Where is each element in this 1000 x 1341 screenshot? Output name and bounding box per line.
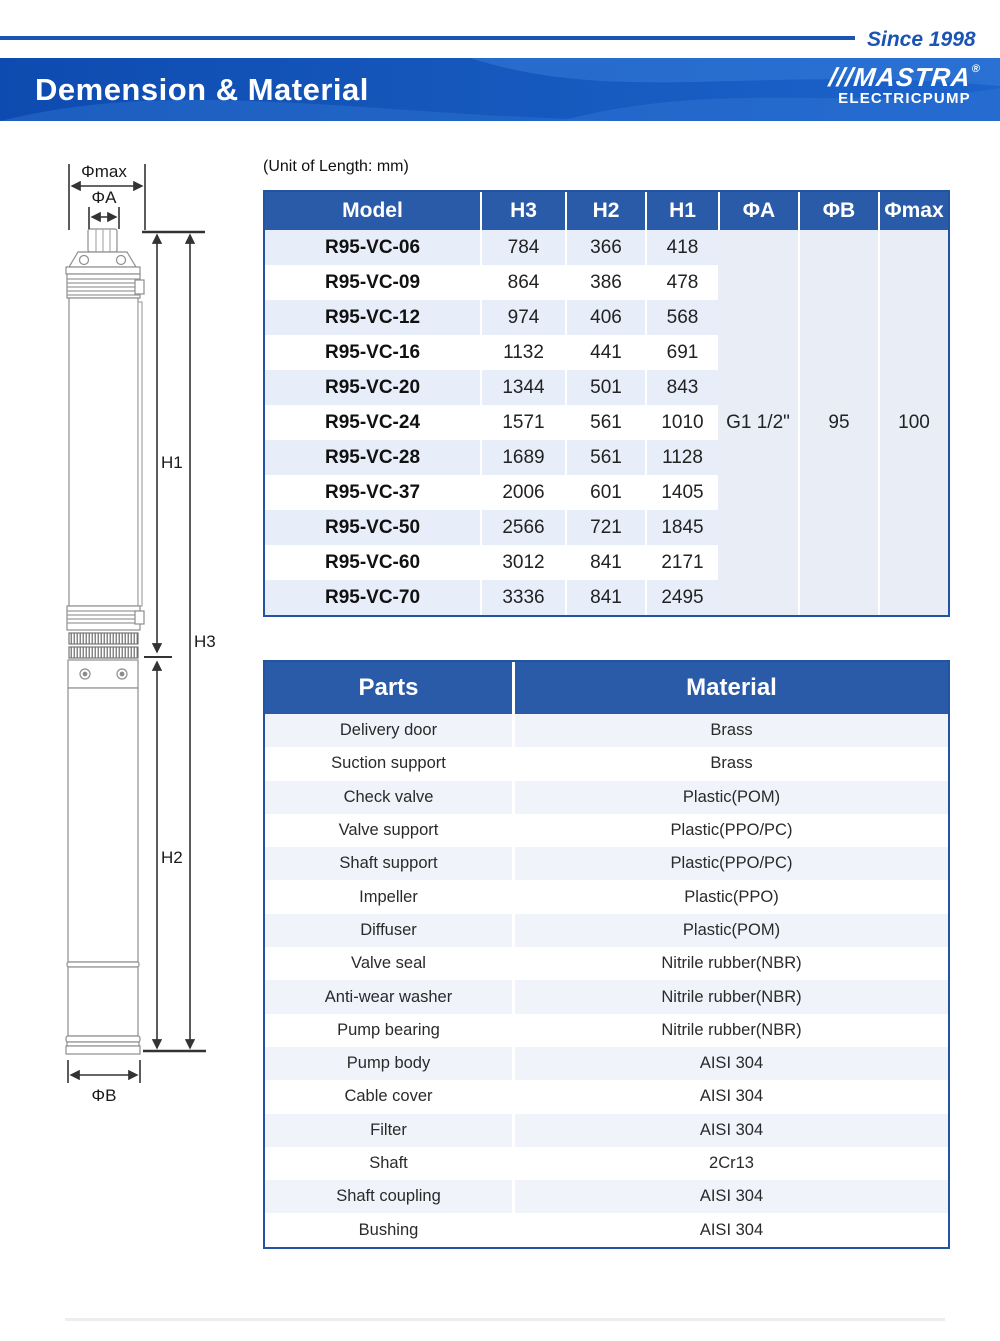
part-cell: Pump body [265, 1047, 515, 1080]
h3-cell: 784 [480, 230, 565, 265]
brand-subtitle: ELECTRICPUMP [838, 89, 971, 107]
material-cell: Plastic(PPO/PC) [670, 854, 793, 873]
table-row [265, 405, 718, 440]
table-row [265, 510, 718, 545]
material-cell: AISI 304 [699, 1187, 764, 1206]
model-cell: R95-VC-24 [324, 411, 421, 433]
registered-mark-icon: ® [971, 63, 982, 75]
h3-cell: 2006 [480, 475, 565, 510]
table-row [265, 914, 948, 947]
material-table-header [265, 662, 948, 714]
h2-cell: 441 [565, 335, 645, 370]
material-cell: Nitrile rubber(NBR) [661, 954, 802, 973]
material-cell: AISI 304 [699, 1054, 764, 1073]
h3-cell: 864 [480, 265, 565, 300]
h1-cell: 568 [645, 300, 718, 335]
table-row [265, 300, 718, 335]
h3-cell: 974 [480, 300, 565, 335]
table-row [265, 440, 718, 475]
table-row [265, 475, 718, 510]
table-row [265, 847, 948, 880]
part-cell: Valve support [265, 814, 515, 847]
table-row [265, 1147, 948, 1180]
h2-cell: 721 [565, 510, 645, 545]
brand-logo [829, 63, 980, 107]
h1-cell: 1845 [645, 510, 718, 545]
dimension-table-header [265, 192, 948, 230]
pump-outline-drawing [40, 150, 250, 1110]
h2-cell: 386 [565, 265, 645, 300]
material-cell: Plastic(POM) [682, 787, 781, 806]
model-cell: R95-VC-12 [324, 306, 421, 328]
model-cell: R95-VC-50 [324, 516, 421, 538]
dim-label-phia: ΦA [91, 188, 117, 207]
h1-cell: 2495 [645, 580, 718, 615]
table-row [265, 1180, 948, 1213]
column-header-model: Model [342, 199, 403, 222]
table-row [265, 880, 948, 913]
h1-cell: 1128 [645, 440, 718, 475]
table-row [265, 781, 948, 814]
model-cell: R95-VC-20 [324, 376, 421, 398]
pump-dimension-drawing [40, 150, 250, 1110]
part-cell: Filter [265, 1114, 515, 1147]
material-cell: AISI 304 [699, 1220, 764, 1239]
h1-cell: 418 [645, 230, 718, 265]
h2-cell: 366 [565, 230, 645, 265]
material-cell: Plastic(PPO) [684, 887, 779, 906]
part-cell: Anti-wear washer [265, 980, 515, 1013]
table-row [265, 714, 948, 747]
part-cell: Diffuser [265, 914, 515, 947]
material-cell: Nitrile rubber(NBR) [661, 987, 802, 1006]
h2-cell: 841 [565, 580, 645, 615]
model-cell: R95-VC-28 [324, 446, 421, 468]
h1-cell: 1010 [645, 405, 718, 440]
table-row [265, 580, 718, 615]
column-header-parts: Parts [265, 662, 515, 714]
model-cell: R95-VC-16 [324, 341, 421, 363]
material-cell: AISI 304 [699, 1120, 764, 1139]
table-row [265, 1014, 948, 1047]
material-cell: Plastic(POM) [682, 920, 781, 939]
dim-label-h3: H3 [194, 632, 216, 651]
brand-name: MASTRA [852, 62, 973, 92]
top-divider [0, 36, 855, 40]
h3-cell: 1571 [480, 405, 565, 440]
model-cell: R95-VC-60 [324, 551, 421, 573]
title-banner [0, 58, 1000, 121]
part-cell: Bushing [265, 1213, 515, 1246]
material-cell: Nitrile rubber(NBR) [661, 1020, 802, 1039]
table-row [265, 265, 718, 300]
column-header-phia: ΦA [718, 192, 798, 230]
part-cell: Check valve [265, 781, 515, 814]
model-cell: R95-VC-70 [324, 586, 421, 608]
table-row [265, 1047, 948, 1080]
table-row [265, 814, 948, 847]
dimension-table [263, 190, 950, 617]
part-cell: Shaft coupling [265, 1180, 515, 1213]
footer-divider [65, 1318, 945, 1321]
part-cell: Pump bearing [265, 1014, 515, 1047]
table-row [265, 1080, 948, 1113]
part-cell: Delivery door [265, 714, 515, 747]
column-header-h2: H2 [565, 192, 645, 230]
h3-cell: 3336 [480, 580, 565, 615]
table-row [265, 1213, 948, 1246]
h3-cell: 1344 [480, 370, 565, 405]
phia-merged-cell: G1 1/2" [726, 411, 790, 433]
since-label: Since 1998 [867, 28, 976, 51]
column-header-h3: H3 [480, 192, 565, 230]
merged-diameter-cells [718, 230, 948, 615]
h1-cell: 843 [645, 370, 718, 405]
table-row [265, 947, 948, 980]
h1-cell: 2171 [645, 545, 718, 580]
h3-cell: 1689 [480, 440, 565, 475]
part-cell: Impeller [265, 880, 515, 913]
h3-cell: 3012 [480, 545, 565, 580]
h2-cell: 406 [565, 300, 645, 335]
h3-cell: 2566 [480, 510, 565, 545]
dimension-table-body [265, 230, 948, 615]
model-cell: R95-VC-09 [324, 271, 421, 293]
dimension-rows [265, 230, 718, 615]
h1-cell: 691 [645, 335, 718, 370]
material-cell: Brass [710, 754, 753, 773]
h1-cell: 478 [645, 265, 718, 300]
part-cell: Cable cover [265, 1080, 515, 1113]
dim-label-h2: H2 [161, 848, 183, 867]
h2-cell: 561 [565, 405, 645, 440]
h2-cell: 601 [565, 475, 645, 510]
part-cell: Valve seal [265, 947, 515, 980]
logo-slashes-icon: /// [827, 62, 856, 92]
model-cell: R95-VC-37 [324, 481, 421, 503]
part-cell: Suction support [265, 747, 515, 780]
column-header-h1: H1 [645, 192, 718, 230]
phimax-merged-cell: 100 [878, 230, 948, 615]
dim-label-phib: ΦB [91, 1086, 117, 1105]
table-row [265, 747, 948, 780]
part-cell: Shaft support [265, 847, 515, 880]
dim-label-h1: H1 [161, 453, 183, 472]
material-cell: AISI 304 [699, 1087, 764, 1106]
h2-cell: 841 [565, 545, 645, 580]
table-row [265, 545, 718, 580]
table-row [265, 980, 948, 1013]
dim-label-phimax: Φmax [81, 162, 127, 181]
material-table [263, 660, 950, 1249]
table-row [265, 230, 718, 265]
h2-cell: 561 [565, 440, 645, 475]
h3-cell: 1132 [480, 335, 565, 370]
table-row [265, 1114, 948, 1147]
unit-of-length-note: (Unit of Length: mm) [263, 158, 409, 175]
brand-wordmark [827, 63, 981, 92]
material-cell: 2Cr13 [709, 1154, 754, 1172]
page-title: Demension & Material [35, 71, 369, 107]
column-header-phimax: Φmax [878, 192, 948, 230]
column-header-material: Material [686, 674, 777, 701]
model-cell: R95-VC-06 [324, 236, 421, 258]
table-row [265, 370, 718, 405]
part-cell: Shaft [265, 1147, 515, 1180]
material-cell: Brass [710, 721, 753, 740]
h1-cell: 1405 [645, 475, 718, 510]
phib-merged-cell: 95 [798, 230, 878, 615]
table-row [265, 335, 718, 370]
material-cell: Plastic(PPO/PC) [670, 821, 793, 840]
h2-cell: 501 [565, 370, 645, 405]
column-header-phib: ΦB [798, 192, 878, 230]
